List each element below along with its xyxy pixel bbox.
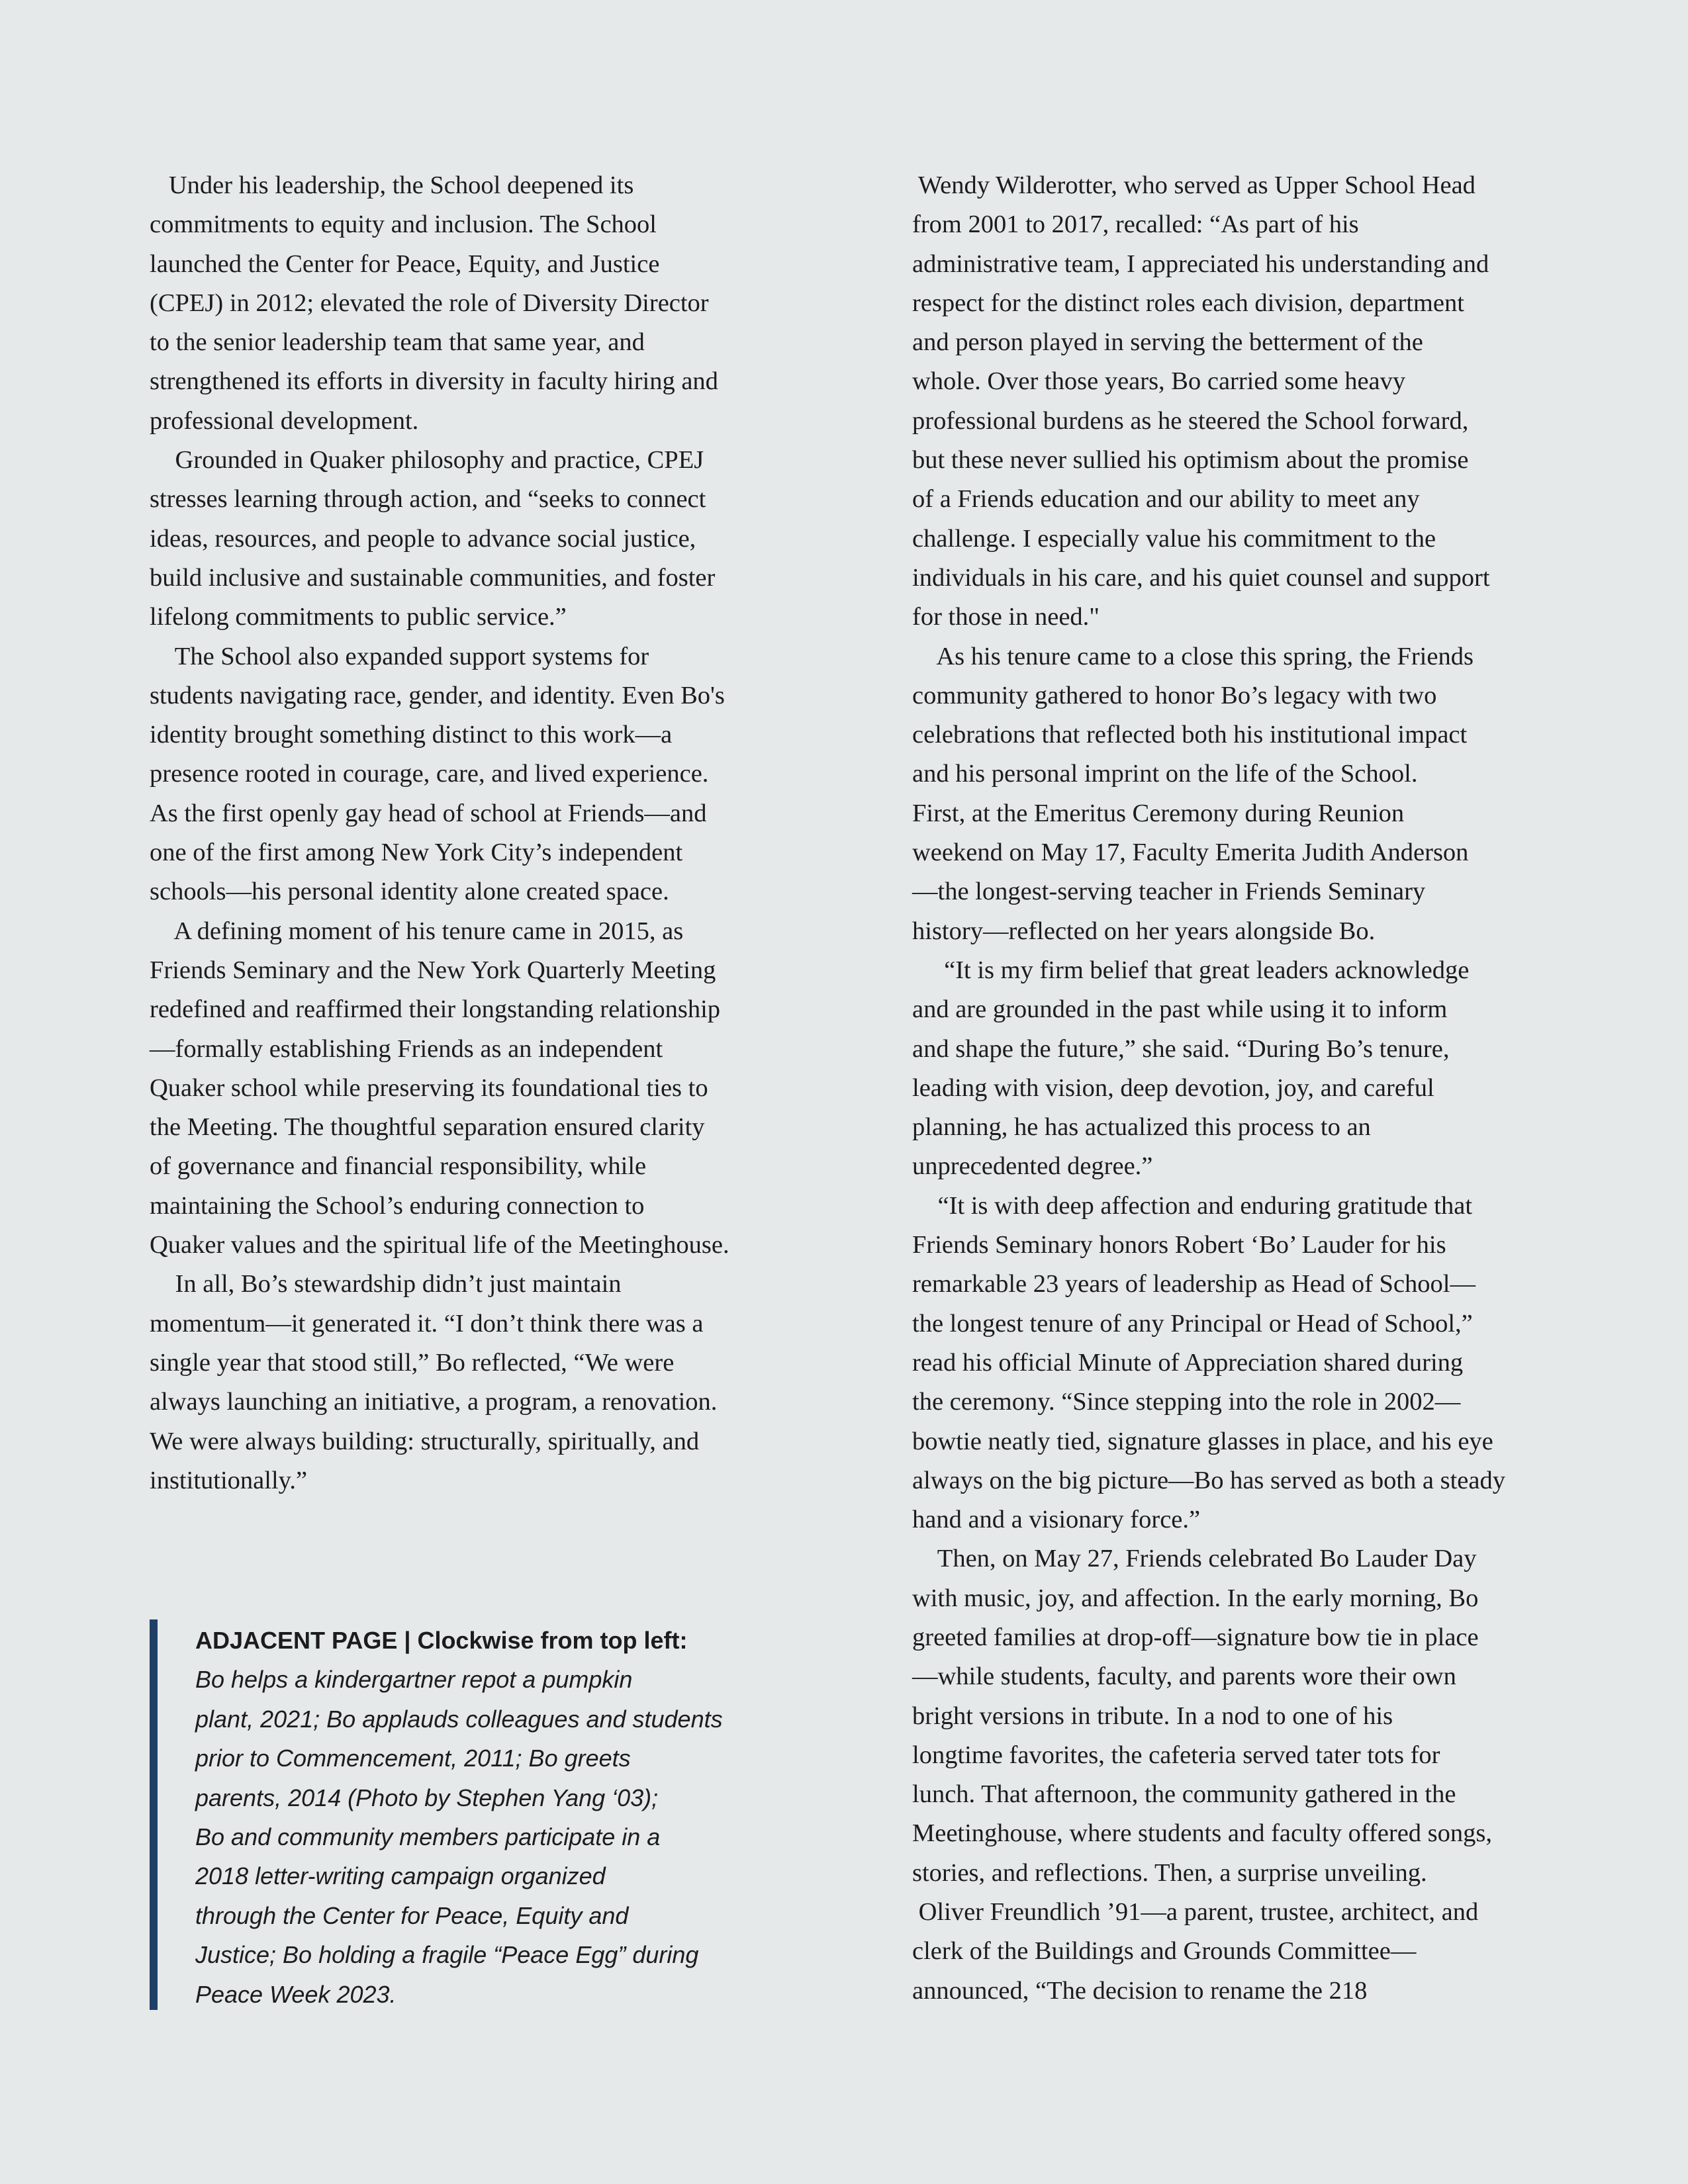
- body-line: from 2001 to 2017, recalled: “As part of his: [912, 210, 1359, 239]
- body-line: We were always building: structurally, spiritually, and: [150, 1427, 700, 1455]
- body-line: momentum—it generated it. “I don’t think there was a: [150, 1309, 704, 1338]
- body-line: —the longest-serving teacher in Friends Seminary: [912, 878, 1426, 906]
- body-line: As his tenure came to a close this spring, the Friends: [912, 642, 1474, 670]
- body-line: of a Friends education and our ability to meet any: [912, 485, 1420, 514]
- body-line: community gathered to honor Bo’s legacy with two: [912, 681, 1437, 709]
- body-line: weekend on May 17, Faculty Emerita Judith Anderson: [912, 839, 1469, 867]
- body-line: launched the Center for Peace, Equity, and Justice: [150, 250, 660, 278]
- body-line: redefined and reaffirmed their longstanding relationship: [150, 995, 721, 1024]
- body-line: always launching an initiative, a program, a renovation.: [150, 1388, 718, 1416]
- body-line: planning, he has actualized this process to an: [912, 1113, 1371, 1142]
- body-line: institutionally.”: [150, 1466, 308, 1494]
- caption-line: Justice; Bo holding a fragile “Peace Egg” during: [195, 1941, 699, 1969]
- body-line: Quaker values and the spiritual life of the Meetinghouse.: [150, 1231, 729, 1259]
- body-line: stresses learning through action, and “seeks to connect: [150, 485, 706, 514]
- body-line: Then, on May 27, Friends celebrated Bo Lauder Day: [912, 1545, 1477, 1573]
- body-line: stories, and reflections. Then, a surprise unveiling.: [912, 1858, 1427, 1887]
- body-line: of governance and financial responsibility, while: [150, 1152, 647, 1181]
- body-line: Under his leadership, the School deepened its: [150, 171, 634, 199]
- body-line: to the senior leadership team that same year, and: [150, 328, 645, 357]
- body-line: announced, “The decision to rename the 218: [912, 1976, 1368, 2005]
- body-line: First, at the Emeritus Ceremony during Reunion: [912, 799, 1405, 827]
- body-line: As the first openly gay head of school at Friends—and: [150, 799, 707, 827]
- body-line: for those in need.": [912, 603, 1100, 631]
- body-line: with music, joy, and affection. In the early morning, Bo: [912, 1584, 1479, 1612]
- body-line: commitments to equity and inclusion. The School: [150, 210, 657, 239]
- caption-heading: ADJACENT PAGE | Clockwise from top left:: [195, 1627, 688, 1654]
- body-line: identity brought something distinct to this work—a: [150, 721, 673, 749]
- body-line: Friends Seminary honors Robert ‘Bo’ Lauder for his: [912, 1231, 1446, 1259]
- body-line: whole. Over those years, Bo carried some heavy: [912, 367, 1406, 396]
- body-line: students navigating race, gender, and identity. Even Bo's: [150, 681, 725, 709]
- body-line: the longest tenure of any Principal or Head of School,”: [912, 1309, 1473, 1338]
- body-line: longtime favorites, the cafeteria served tater tots for: [912, 1741, 1440, 1769]
- caption-line: Peace Week 2023.: [195, 1980, 397, 2008]
- body-line: Quaker school while preserving its foundational ties to: [150, 1073, 708, 1102]
- body-line: —while students, faculty, and parents wore their own: [912, 1662, 1456, 1691]
- body-line: greeted families at drop-off—signature bow tie in place: [912, 1623, 1479, 1651]
- body-line: Grounded in Quaker philosophy and practice, CPEJ: [150, 446, 704, 475]
- body-line: clerk of the Buildings and Grounds Committee—: [912, 1937, 1417, 1966]
- body-line: and his personal imprint on the life of the School.: [912, 760, 1418, 788]
- body-line: hand and a visionary force.”: [912, 1506, 1201, 1534]
- body-line: maintaining the School’s enduring connection to: [150, 1191, 645, 1220]
- caption-line: through the Center for Peace, Equity and: [195, 1901, 629, 1929]
- body-line: and are grounded in the past while using it to inform: [912, 995, 1448, 1024]
- body-line: schools—his personal identity alone created space.: [150, 878, 669, 906]
- body-line: The School also expanded support systems for: [150, 642, 649, 670]
- caption-line: parents, 2014 (Photo by Stephen Yang ‘03);: [195, 1784, 659, 1811]
- body-line: bowtie neatly tied, signature glasses in place, and his eye: [912, 1427, 1493, 1455]
- body-line: one of the first among New York City’s independent: [150, 839, 683, 867]
- body-line: lunch. That afternoon, the community gathered in the: [912, 1780, 1456, 1809]
- body-line: professional burdens as he steered the School forward,: [912, 406, 1469, 435]
- body-line: always on the big picture—Bo has served as both a steady: [912, 1466, 1505, 1494]
- body-line: build inclusive and sustainable communities, and foster: [150, 563, 716, 592]
- body-line: and person played in serving the betterment of the: [912, 328, 1423, 357]
- body-line: Meetinghouse, where students and faculty offered songs,: [912, 1819, 1493, 1848]
- body-line: remarkable 23 years of leadership as Head of School—: [912, 1270, 1476, 1298]
- body-line: but these never sullied his optimism about the promise: [912, 446, 1469, 475]
- caption-line: 2018 letter-writing campaign organized: [195, 1862, 606, 1890]
- body-line: In all, Bo’s stewardship didn’t just maintain: [150, 1270, 622, 1298]
- body-line: Wendy Wilderotter, who served as Upper School Head: [912, 171, 1476, 199]
- body-line: bright versions in tribute. In a nod to one of his: [912, 1702, 1393, 1730]
- body-line: Oliver Freundlich ’91—a parent, trustee, architect, and: [912, 1898, 1479, 1927]
- body-line: strengthened its efforts in diversity in faculty hiring and: [150, 367, 718, 396]
- body-line: challenge. I especially value his commitment to the: [912, 524, 1436, 553]
- caption-line: prior to Commencement, 2011; Bo greets: [195, 1745, 631, 1772]
- caption-line: Bo helps a kindergartner repot a pumpkin: [195, 1666, 633, 1694]
- body-line: ideas, resources, and people to advance social justice,: [150, 524, 696, 553]
- body-line: the Meeting. The thoughtful separation ensured clarity: [150, 1113, 705, 1142]
- body-line: leading with vision, deep devotion, joy, and careful: [912, 1073, 1434, 1102]
- caption-line: plant, 2021; Bo applauds colleagues and students: [195, 1705, 723, 1733]
- body-line: “It is with deep affection and enduring gratitude that: [912, 1191, 1473, 1220]
- body-line: history—reflected on her years alongside Bo.: [912, 917, 1376, 945]
- right-column: [912, 166, 1594, 2011]
- body-line: —formally establishing Friends as an independent: [150, 1034, 663, 1063]
- body-line: celebrations that reflected both his institutional impact: [912, 721, 1468, 749]
- body-line: administrative team, I appreciated his understanding and: [912, 250, 1489, 278]
- body-line: (CPEJ) in 2012; elevated the role of Diversity Director: [150, 289, 709, 317]
- body-line: individuals in his care, and his quiet counsel and support: [912, 563, 1490, 592]
- body-line: single year that stood still,” Bo reflected, “We were: [150, 1348, 675, 1377]
- body-line: “It is my firm belief that great leaders acknowledge: [912, 956, 1470, 984]
- body-line: Friends Seminary and the New York Quarterly Meeting: [150, 956, 716, 984]
- body-line: A defining moment of his tenure came in 2015, as: [150, 917, 684, 945]
- body-line: presence rooted in courage, care, and lived experience.: [150, 760, 709, 788]
- caption-line: Bo and community members participate in a: [195, 1823, 661, 1851]
- body-line: lifelong commitments to public service.”: [150, 603, 567, 631]
- left-column: [150, 166, 831, 1500]
- body-line: the ceremony. “Since stepping into the role in 2002—: [912, 1388, 1461, 1416]
- body-line: and shape the future,” she said. “During Bo’s tenure,: [912, 1034, 1450, 1063]
- photo-caption: [150, 1619, 831, 2010]
- body-line: unprecedented degree.”: [912, 1152, 1153, 1181]
- body-line: read his official Minute of Appreciation shared during: [912, 1348, 1464, 1377]
- body-line: respect for the distinct roles each division, department: [912, 289, 1464, 317]
- body-line: professional development.: [150, 406, 419, 435]
